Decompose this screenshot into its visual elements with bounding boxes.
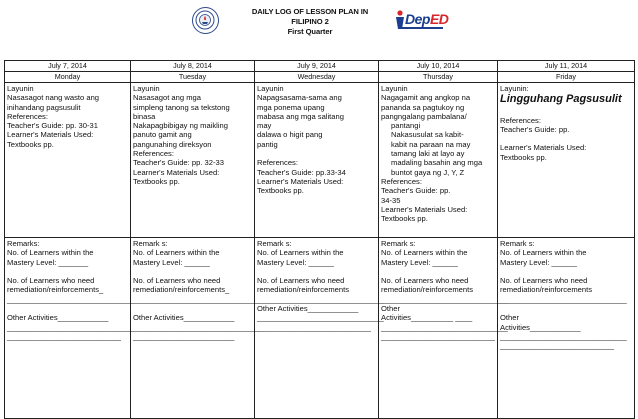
- plan-line: Lingguhang Pagsusulit: [500, 93, 622, 106]
- day-cell-wednesday: Wednesday: [255, 72, 379, 83]
- remarks-line: No. of Learners who need: [381, 276, 469, 286]
- remarks-line: No. of Learners who need: [257, 276, 345, 286]
- plan-line: Layunin:: [500, 84, 529, 93]
- date-cell-thursday: July 10, 2014: [379, 61, 498, 72]
- remarks-line: ___________________________: [7, 331, 122, 341]
- plan-line: mga ponema upang: [257, 102, 325, 112]
- seal-emblem-icon: [193, 8, 217, 32]
- plan-line: simpleng tanong sa tekstong: [133, 102, 230, 112]
- remarks-line: ______________________________: [133, 294, 260, 304]
- deped-logo-icon: [393, 8, 448, 34]
- remarks-line: [500, 267, 632, 276]
- plan-line: buntot gaya ng J, Y, Z: [391, 167, 465, 177]
- remarks-line: [257, 267, 376, 276]
- remarks-line: ______________________________: [257, 313, 384, 323]
- plan-line: Nasasagot ang mga: [133, 93, 201, 103]
- remarks-line: No. of Learners who need: [7, 276, 95, 286]
- plan-line: Teacher's Guide: pp.: [500, 124, 570, 134]
- day-row: [5, 72, 635, 83]
- plan-cell-friday: [498, 83, 635, 238]
- logo-underline: [401, 27, 443, 29]
- remarks-line: No. of Learners within the: [133, 248, 220, 258]
- remarks-line: Remarks:: [7, 239, 40, 248]
- date-row: [5, 61, 635, 72]
- plan-line: dalawa o higit pang: [257, 130, 323, 140]
- remarks-line: No. of Learners within the: [7, 248, 94, 258]
- remarks-line: No. of Learners within the: [381, 248, 468, 258]
- remarks-cell-tuesday: [131, 238, 260, 419]
- plan-line: References:: [381, 176, 422, 186]
- remarks-line: No. of Learners within the: [500, 248, 587, 258]
- plan-line: [257, 149, 376, 158]
- plan-line: Teacher's Guide: pp. 32-33: [133, 158, 224, 168]
- remarks-row: [5, 238, 635, 419]
- plan-line: Layunin: [381, 84, 408, 93]
- remarks-line: Mastery Level: ______: [500, 257, 577, 267]
- remarks-line: Remark s:: [500, 239, 535, 248]
- remarks-line: Mastery Level: ______: [257, 257, 334, 267]
- plan-line: pangunahing direksyon: [133, 139, 212, 149]
- date-cell-tuesday: July 8, 2014: [131, 61, 255, 72]
- remarks-line: Activities__________ ____: [381, 313, 473, 323]
- remarks-line: Mastery Level: ______: [381, 257, 458, 267]
- plan-line: Textbooks pp.: [7, 139, 54, 149]
- remarks-line: ___________________________: [500, 341, 615, 351]
- deped-seal-icon: [192, 7, 219, 34]
- day-cell-thursday: Thursday: [379, 72, 498, 83]
- plan-line: [500, 134, 632, 143]
- date-cell-monday: July 7, 2014: [5, 61, 131, 72]
- page-header: [0, 0, 638, 60]
- remarks-line: ______________________________: [257, 294, 384, 304]
- remarks-line: ______________________________: [133, 322, 260, 332]
- plan-line: Learner's Materials Used:: [381, 204, 468, 214]
- remarks-line: ______________________________: [7, 322, 134, 332]
- plan-line: Learner's Materials Used:: [500, 143, 587, 153]
- remarks-line: [7, 304, 128, 313]
- plan-line: pantangi: [391, 121, 421, 131]
- remarks-cell-friday: [498, 238, 635, 419]
- plan-line: References:: [7, 111, 48, 121]
- remarks-line: ______________________________: [381, 322, 508, 332]
- remarks-line: Other: [381, 304, 400, 314]
- title-line-3: First Quarter: [287, 27, 333, 36]
- plan-line: Nakasusulat sa kabit-: [391, 130, 464, 140]
- remarks-line: ___________________________: [381, 331, 496, 341]
- plan-line: tamang laki at layo ay: [391, 149, 465, 159]
- remarks-line: Mastery Level: _______: [7, 257, 89, 267]
- plan-line: Nasasagot nang wasto ang: [7, 93, 100, 103]
- remarks-line: No. of Learners who need: [500, 276, 588, 286]
- plan-line: Layunin: [133, 84, 160, 93]
- plan-row: [5, 83, 635, 238]
- remarks-line: ______________________________: [381, 294, 508, 304]
- plan-line: Layunin: [7, 84, 34, 93]
- title-line-1: DAILY LOG OF LESSON PLAN IN: [251, 7, 369, 16]
- remarks-line: Remark s:: [133, 239, 168, 248]
- remarks-line: [381, 267, 495, 276]
- remarks-line: Other Activities____________: [257, 304, 359, 314]
- plan-cell-thursday: [379, 83, 498, 238]
- plan-line: inihandang pagsusulit: [7, 102, 81, 112]
- plan-line: Textbooks pp.: [133, 176, 180, 186]
- remarks-line: Other Activities____________: [133, 313, 235, 323]
- remarks-line: remediation/reinforcements: [257, 285, 350, 295]
- remarks-line: remediation/reinforcements: [500, 285, 593, 295]
- plan-line: 34-35: [381, 195, 401, 205]
- remarks-line: ______________________________: [7, 294, 134, 304]
- logo-wordmark: DepED: [405, 11, 449, 27]
- remarks-line: remediation/reinforcements_: [133, 285, 230, 295]
- title-line-2: FILIPINO 2: [291, 17, 329, 26]
- remarks-line: No. of Learners who need: [133, 276, 221, 286]
- remarks-line: remediation/reinforcements: [381, 285, 474, 295]
- remarks-line: Other Activities____________: [7, 313, 109, 323]
- plan-line: pananda sa pagtukoy ng: [381, 102, 465, 112]
- remarks-line: [500, 304, 632, 313]
- remarks-line: Activities____________: [500, 322, 581, 332]
- plan-cell-monday: [5, 83, 131, 238]
- document-title: [230, 7, 390, 37]
- remarks-cell-monday: [5, 238, 134, 419]
- plan-line: Nagagamit ang angkop na: [381, 93, 471, 103]
- remarks-cell-thursday: [379, 238, 508, 419]
- date-cell-wednesday: July 9, 2014: [255, 61, 379, 72]
- plan-line: Teacher's Guide: pp. 30-31: [7, 121, 98, 131]
- plan-line: References:: [133, 149, 174, 159]
- lesson-log-table: [4, 60, 635, 419]
- plan-line: Layunin: [257, 84, 284, 93]
- plan-cell-wednesday: [255, 83, 379, 238]
- plan-line: Learner's Materials Used:: [133, 167, 220, 177]
- remarks-line: No. of Learners within the: [257, 248, 344, 258]
- plan-line: Textbooks pp.: [257, 186, 304, 196]
- remarks-line: ______________________________: [500, 294, 627, 304]
- plan-line: binasa: [133, 111, 156, 121]
- remarks-line: ______________________________: [500, 331, 627, 341]
- plan-line: may: [257, 121, 272, 131]
- plan-line: Teacher's Guide: pp.33-34: [257, 167, 346, 177]
- remarks-line: [7, 267, 128, 276]
- plan-line: Nakapagbibigay ng maikling: [133, 121, 228, 131]
- remarks-line: Mastery Level: ______: [133, 257, 210, 267]
- plan-line: pantig: [257, 139, 278, 149]
- plan-line: Learner's Materials Used:: [257, 176, 344, 186]
- plan-line: panuto gamit ang: [133, 130, 192, 140]
- plan-cell-tuesday: [131, 83, 255, 238]
- plan-line: Textbooks pp.: [381, 214, 428, 224]
- day-cell-tuesday: Tuesday: [131, 72, 255, 83]
- remarks-line: [133, 267, 252, 276]
- remarks-line: ___________________________: [257, 322, 372, 332]
- remarks-cell-wednesday: [255, 238, 384, 419]
- plan-line: [500, 106, 632, 115]
- plan-line: Teacher's Guide: pp.: [381, 186, 451, 196]
- plan-line: References:: [257, 158, 298, 168]
- plan-line: pangngalang pambalana/: [381, 111, 467, 121]
- remarks-line: [133, 304, 252, 313]
- date-cell-friday: July 11, 2014: [498, 61, 635, 72]
- plan-line: mabasa ang mga salitang: [257, 111, 344, 121]
- remarks-line: ________________________: [133, 331, 235, 341]
- plan-line: madaling basahin ang mga: [391, 158, 483, 168]
- remarks-line: Remark s:: [257, 239, 292, 248]
- plan-line: Textbooks pp.: [500, 152, 547, 162]
- plan-line: Napagsasama-sama ang: [257, 93, 342, 103]
- remarks-line: Remark s:: [381, 239, 416, 248]
- remarks-line: remediation/reinforcements_: [7, 285, 104, 295]
- day-cell-monday: Monday: [5, 72, 131, 83]
- plan-line: References:: [500, 115, 541, 125]
- plan-line: kabit na paraan na may: [391, 139, 471, 149]
- plan-line: Learner's Materials Used:: [7, 130, 94, 140]
- day-cell-friday: Friday: [498, 72, 635, 83]
- remarks-line: Other: [500, 313, 519, 323]
